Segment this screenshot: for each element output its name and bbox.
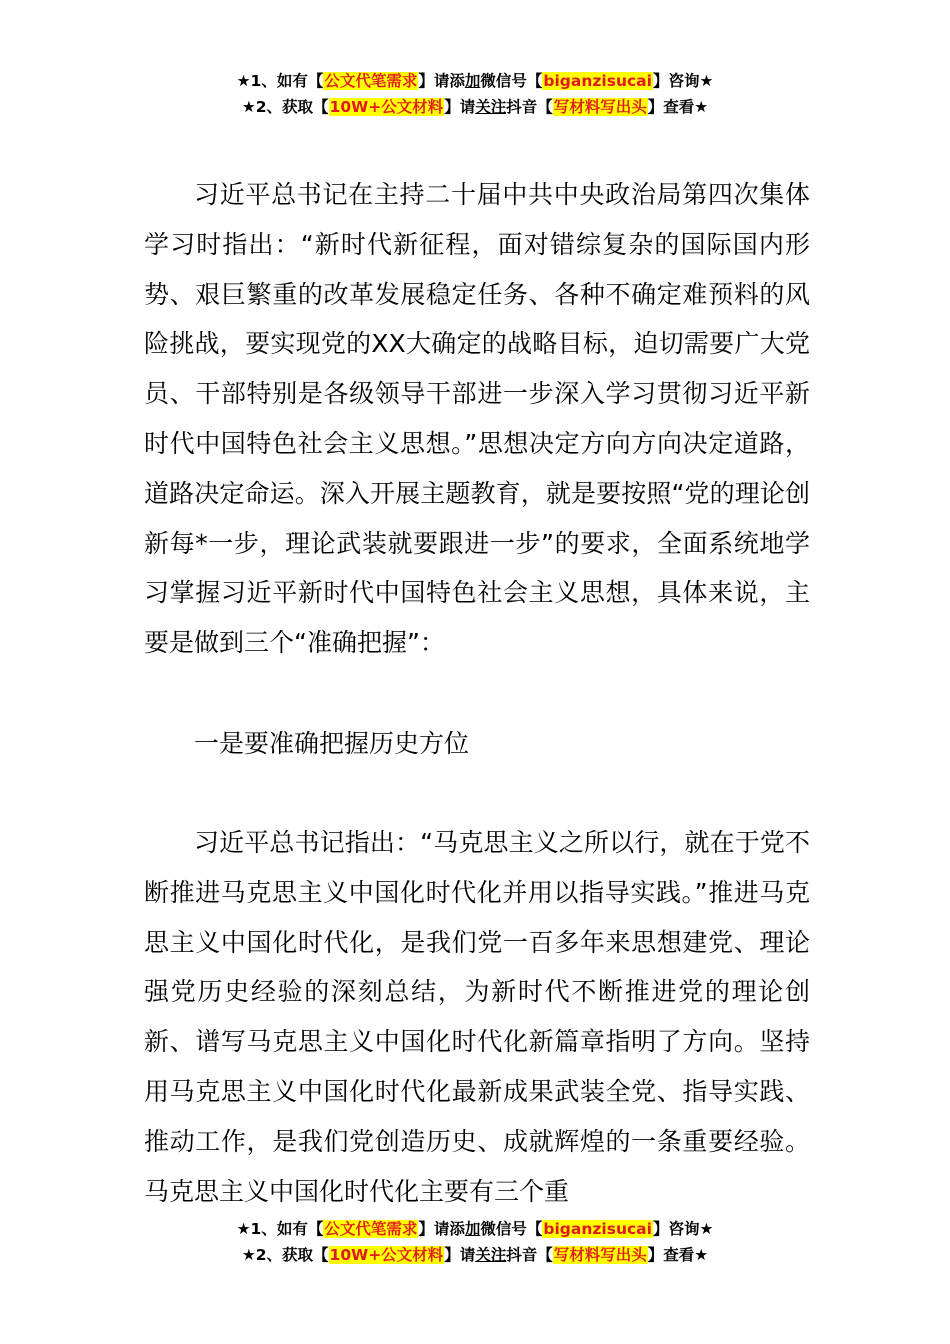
highlight-text: 公文代笔需求 bbox=[324, 72, 418, 90]
banner-text: 微信号【 bbox=[480, 72, 543, 90]
banner-line-1 bbox=[0, 1216, 950, 1242]
banner-text: 】咨询★ bbox=[652, 72, 714, 90]
highlight-text: 10W+公文材料 bbox=[329, 1246, 444, 1264]
banner-line-2 bbox=[0, 1242, 950, 1268]
highlight-text: biganzisucai bbox=[543, 1220, 652, 1238]
section-heading: 一是要准确把握历史方位 bbox=[194, 729, 470, 758]
top-banner bbox=[0, 68, 950, 120]
underlined-text: 关注 bbox=[475, 98, 507, 116]
banner-text: ★2、获取【 bbox=[241, 1246, 329, 1264]
banner-text: ★1、如有【 bbox=[236, 1220, 324, 1238]
banner-text: ★2、获取【 bbox=[241, 98, 329, 116]
banner-line-2 bbox=[0, 94, 950, 120]
bottom-banner bbox=[0, 1216, 950, 1268]
banner-text: 】查看★ bbox=[647, 1246, 709, 1264]
underlined-text: 加 bbox=[464, 1220, 481, 1238]
banner-text: 微信号【 bbox=[480, 1220, 543, 1238]
paragraph: 习近平总书记指出：“马克思主义之所以行，就在于党不断推进马克思主义中国化时代化并用以指导实践。”推进马克思主义中国化时代化，是我们党一百多年来思想建党、理论强党历史经验的深刻总结，为新时代不断推进党的理论创新、谱写马克思主义中国化时代化新篇章指明了方向。坚持用马克思主义中国化时代化最新成果武装全党、指导实践、推动工作，是我们党创造历史、成就辉煌的一条重要经验。马克思主义中国化时代化主要有三个重 bbox=[144, 828, 810, 1206]
underlined-text: 关注 bbox=[475, 1246, 507, 1264]
banner-text: 抖音【 bbox=[506, 1246, 553, 1264]
highlight-text: biganzisucai bbox=[543, 72, 652, 90]
banner-text: 】查看★ bbox=[647, 98, 709, 116]
underlined-text: 加 bbox=[464, 72, 481, 90]
banner-text: 】请添 bbox=[418, 72, 465, 90]
banner-text: 抖音【 bbox=[506, 98, 553, 116]
highlight-text: 10W+公文材料 bbox=[329, 98, 444, 116]
highlight-text: 写材料写出头 bbox=[553, 1246, 647, 1264]
highlight-text: 公文代笔需求 bbox=[324, 1220, 418, 1238]
highlight-text: 写材料写出头 bbox=[553, 98, 647, 116]
banner-text: 】请 bbox=[444, 98, 476, 116]
banner-text: ★1、如有【 bbox=[236, 72, 324, 90]
paragraph: 习近平总书记在主持二十届中共中央政治局第四次集体学习时指出：“新时代新征程，面对错综复杂的国际国内形势、艰巨繁重的改革发展稳定任务、各种不确定难预料的风险挑战，要实现党的XX大确定的战略目标，迫切需要广大党员、干部特别是各级领导干部进一步深入学习贯彻习近平新时代中国特色社会主义思想。”思想决定方向方向决定道路，道路决定命运。深入开展主题教育，就是要按照“党的理论创新每*一步，理论武装就要跟进一步”的要求，全面系统地学习掌握习近平新时代中国特色社会主义思想，具体来说，主要是做到三个“准确把握”： bbox=[144, 180, 810, 658]
banner-text: 】咨询★ bbox=[652, 1220, 714, 1238]
banner-line-1 bbox=[0, 68, 950, 94]
banner-text: 】请 bbox=[444, 1246, 476, 1264]
banner-text: 】请添 bbox=[418, 1220, 465, 1238]
